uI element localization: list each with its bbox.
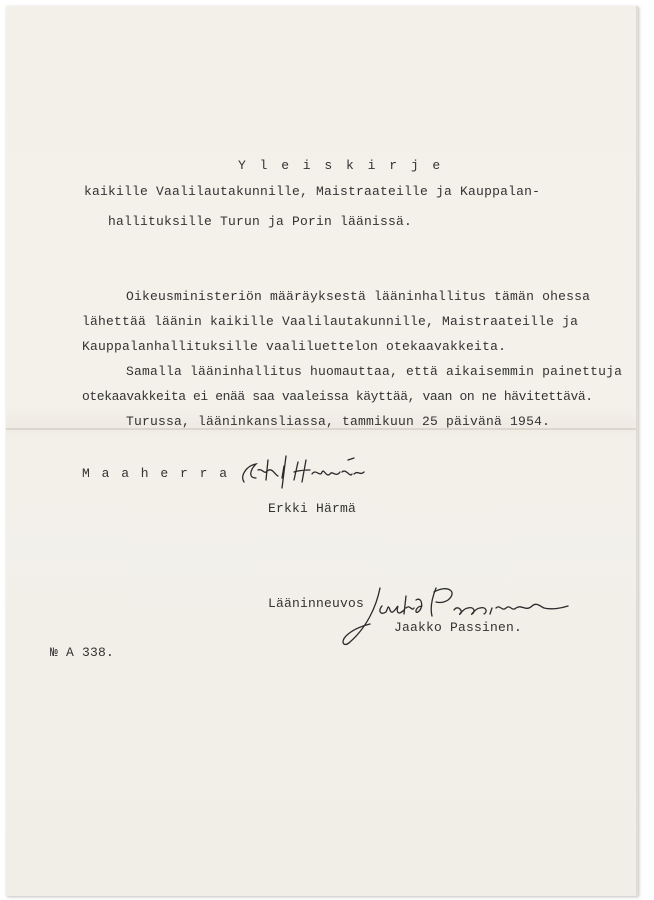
addressee-line-2: hallituksille Turun ja Porin läänissä. [108, 214, 413, 229]
addressee-line-1: kaikille Vaalilautakunnille, Maistraateille ja Kauppalan- [84, 184, 541, 199]
place-and-date: Turussa, lääninkansliassa, tammikuun 25 päivänä 1954. [126, 414, 551, 429]
body-line-3: Kauppalanhallituksille vaaliluettelon otekaavakkeita. [82, 339, 507, 354]
signature-erkki-harma [236, 448, 386, 494]
letter-sheet [6, 6, 638, 896]
body-line-4: Samalla lääninhallitus huomauttaa, että aikaisemmin painettuja [126, 364, 623, 379]
reference-number: № A 338. [50, 645, 115, 660]
body-line-1: Oikeusministeriön määräyksestä lääninhallitus tämän ohessa [126, 289, 591, 304]
signatory-2-title: Lääninneuvos [268, 596, 365, 611]
signatory-1-name: Erkki Härmä [268, 501, 357, 516]
signatory-2-name: Jaakko Passinen. [394, 620, 523, 635]
letter-title: Y l e i s k i r j e [238, 158, 444, 173]
signature-jaakko-passinen [336, 578, 586, 650]
body-line-2: lähettää läänin kaikille Vaalilautakunnille, Maistraateille ja [82, 314, 579, 329]
body-line-5: otekaavakkeita ei enää saa vaaleissa käyttää, vaan on ne hävitettävä. [82, 389, 593, 404]
signatory-1-title: M a a h e r r a [82, 466, 230, 481]
